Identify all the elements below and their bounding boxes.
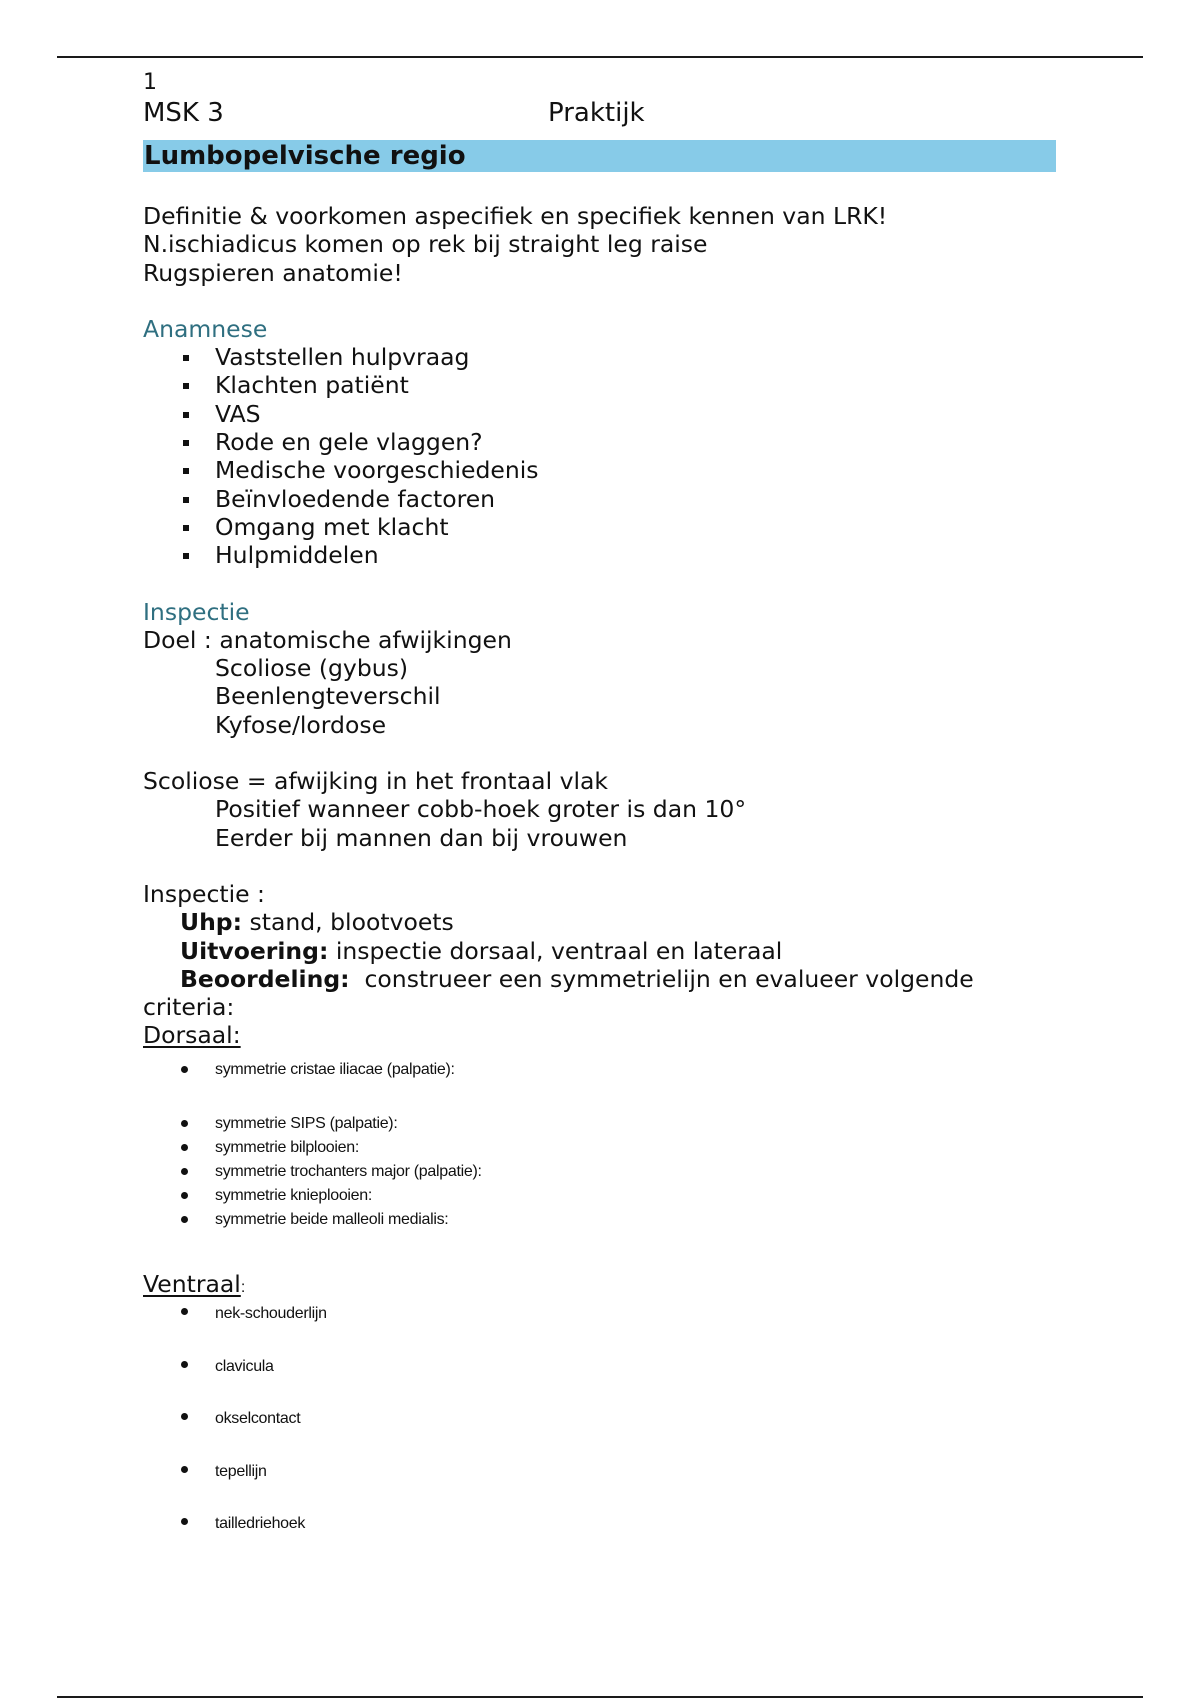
inspectie-doel-block <box>143 626 1063 739</box>
list-item: Omgang met klacht <box>143 513 1063 541</box>
bullet-square-icon <box>183 468 189 474</box>
bottom-rule <box>57 1696 1143 1698</box>
page-content <box>143 70 1063 1565</box>
list-item: Beïnvloedende factoren <box>143 485 1063 513</box>
intro-line: Definitie & voorkomen aspecifiek en specifiek kennen van LRK! <box>143 202 888 230</box>
bullet-dot-icon <box>181 1466 188 1473</box>
doel-item: Scoliose (gybus) <box>215 654 409 683</box>
dorsaal-list <box>143 1056 1063 1232</box>
list-item: symmetrie SIPS (palpatie): <box>143 1112 1063 1136</box>
anamnese-heading: Anamnese <box>143 314 268 343</box>
header-row <box>143 96 1063 130</box>
bullet-dot-icon <box>181 1361 188 1368</box>
inspectie-heading: Inspectie <box>143 597 250 626</box>
bullet-dot-icon <box>181 1413 188 1420</box>
inspectie-label: Inspectie : <box>143 879 265 908</box>
bullet-square-icon <box>183 525 189 531</box>
list-item: Klachten patiënt <box>143 371 1063 399</box>
ventraal-heading: Ventraal <box>143 1269 241 1298</box>
list-item: symmetrie knieplooien: <box>143 1184 1063 1208</box>
bullet-dot-icon <box>181 1308 188 1315</box>
dorsaal-heading: Dorsaal: <box>143 1021 241 1050</box>
bullet-dot-icon <box>181 1120 188 1127</box>
intro-line: Rugspieren anatomie! <box>143 258 403 287</box>
list-item: tepellijn <box>143 1460 1063 1513</box>
ventraal-heading-row: Ventraal: <box>143 1269 246 1298</box>
page-number: 1 <box>143 70 157 95</box>
doel-item: Beenlengteverschil <box>215 682 441 711</box>
list-item: Vaststellen hulpvraag <box>143 343 1063 371</box>
bullet-dot-icon <box>181 1066 188 1073</box>
bullet-dot-icon <box>181 1192 188 1199</box>
course-type: Praktijk <box>548 98 645 128</box>
list-item: tailledriehoek <box>143 1512 1063 1565</box>
bullet-square-icon <box>183 383 189 389</box>
list-item: Rode en gele vlaggen? <box>143 428 1063 456</box>
scoliose-definition: Scoliose = afwijking in het frontaal vlak <box>143 767 609 796</box>
list-item: symmetrie beide malleoli medialis: <box>143 1208 1063 1232</box>
list-item: okselcontact <box>143 1407 1063 1460</box>
bullet-square-icon <box>183 553 189 559</box>
section-banner: Lumbopelvische regio <box>143 140 1056 172</box>
list-item: Hulpmiddelen <box>143 541 1063 569</box>
scoliose-item: Eerder bij mannen dan bij vrouwen <box>215 823 628 852</box>
uitvoering-line: Uitvoering: inspectie dorsaal, ventraal en lateraal <box>180 936 783 965</box>
list-item: clavicula <box>143 1355 1063 1408</box>
bullet-square-icon <box>183 355 189 361</box>
bullet-square-icon <box>183 412 189 418</box>
bullet-dot-icon <box>181 1144 188 1151</box>
list-item: VAS <box>143 400 1063 428</box>
uhp-line: Uhp: stand, blootvoets <box>180 908 454 937</box>
list-item: Medische voorgeschiedenis <box>143 456 1063 484</box>
list-item: symmetrie cristae iliacae (palpatie): <box>143 1056 1063 1112</box>
criteria-line: criteria: <box>143 993 235 1022</box>
bullet-dot-icon <box>181 1216 188 1223</box>
beoordeling-line: Beoordeling: construeer een symmetrielijn en evalueer volgende <box>180 964 974 993</box>
bullet-dot-icon <box>181 1518 188 1525</box>
list-item: nek-schouderlijn <box>143 1302 1063 1355</box>
ventraal-list <box>143 1302 1063 1565</box>
anamnese-list <box>143 343 1063 569</box>
top-rule <box>57 56 1143 58</box>
intro-block <box>143 202 1063 287</box>
list-item: symmetrie trochanters major (palpatie): <box>143 1160 1063 1184</box>
scoliose-block <box>143 767 1063 852</box>
doel-line: Doel : anatomische afwijkingen <box>143 625 512 654</box>
course-code: MSK 3 <box>143 98 224 128</box>
doel-item: Kyfose/lordose <box>215 710 387 739</box>
bullet-square-icon <box>183 497 189 503</box>
list-item: symmetrie bilplooien: <box>143 1136 1063 1160</box>
bullet-square-icon <box>183 440 189 446</box>
intro-line: N.ischiadicus komen op rek bij straight leg raise <box>143 230 708 259</box>
scoliose-item: Positief wanneer cobb-hoek groter is dan 10° <box>215 795 747 824</box>
inspectie-procedure <box>143 880 1063 1050</box>
bullet-dot-icon <box>181 1168 188 1175</box>
